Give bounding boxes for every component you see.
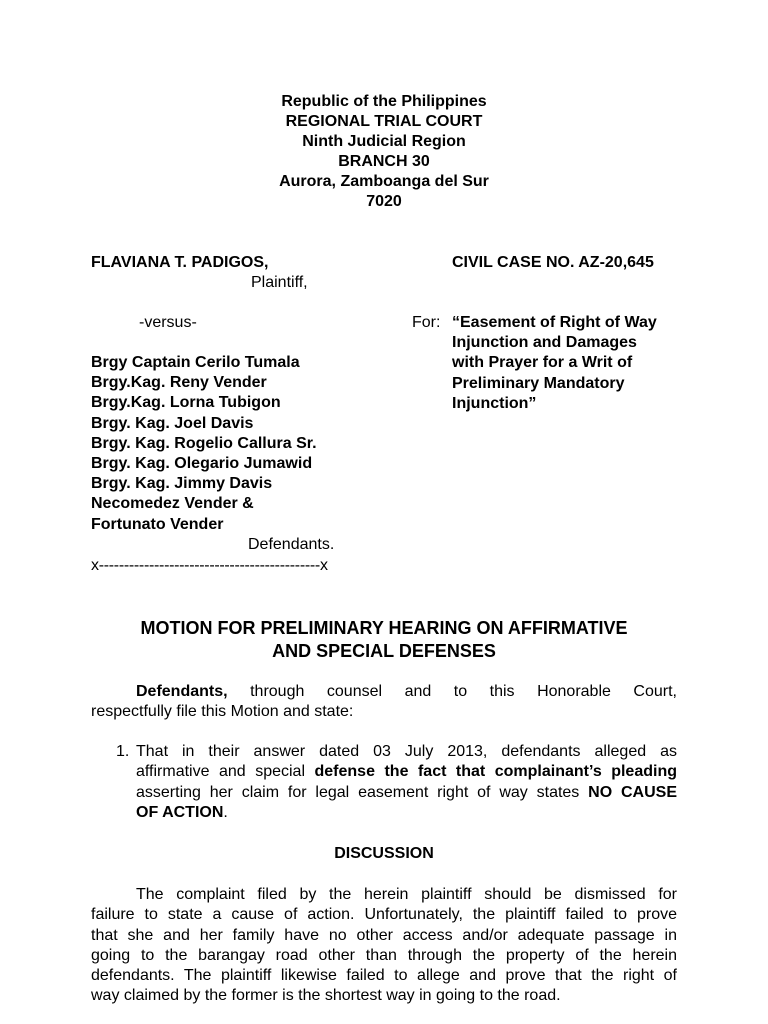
case-nature [452, 313, 657, 414]
defendant-name: Brgy. Kag. Jimmy Davis [91, 475, 273, 493]
header-line-zip: 7020 [366, 193, 402, 210]
item-1-line-3: asserting her claim for legal easement right of way states [136, 783, 589, 801]
item-1-line-3-emphasis: NO CAUSE [588, 783, 678, 801]
plaintiff-role: Plaintiff, [251, 274, 308, 291]
defendant-name: Fortunato Vender [91, 515, 224, 533]
for-label: For: [412, 314, 441, 331]
item-1-line-1: That in their answer dated 03 July 2013, defendants alleged as [136, 743, 677, 760]
defendant-list [91, 353, 317, 535]
court-header [0, 92, 768, 212]
item-1-line-2: affirmative and special [136, 763, 315, 781]
case-nature-line: with Prayer for a Writ of [452, 354, 633, 372]
discussion-line: defendants. The plaintiff likewise failed to allege and prove that the right of [91, 967, 677, 985]
discussion-heading: DISCUSSION [334, 845, 434, 862]
discussion-line: failure to state a cause of action. Unfortunately, the plaintiff failed to prove [91, 906, 677, 924]
item-1-line-2-emphasis: defense the fact that complainant’s pleading [314, 763, 677, 781]
item-1-line-4-emphasis: OF ACTION [136, 803, 224, 821]
discussion-line: going to the barangay road other than through the property of the herein [91, 946, 677, 964]
versus-label: -versus- [139, 314, 197, 331]
defendant-name: Necomedez Vender & [91, 495, 254, 513]
case-number: CIVIL CASE NO. AZ-20,645 [452, 254, 654, 271]
discussion-line: way claimed by the former is the shortest way in going to the road. [91, 987, 561, 1005]
header-line-location: Aurora, Zamboanga del Sur [279, 173, 489, 190]
item-1-paragraph [136, 742, 677, 823]
item-1-line-4-end: . [223, 803, 228, 821]
intro-line-1: through counsel and to this Honorable Court, [227, 683, 677, 700]
plaintiff-name: FLAVIANA T. PADIGOS, [91, 254, 269, 271]
intro-line-2: respectfully file this Motion and state: [91, 703, 354, 721]
discussion-line: The complaint filed by the herein plaintiff should be dismissed for [136, 886, 677, 903]
defendant-name: Brgy.Kag. Lorna Tubigon [91, 394, 281, 412]
case-nature-line: “Easement of Right of Way [452, 314, 657, 331]
defendant-name: Brgy Captain Cerilo Tumala [91, 354, 300, 371]
discussion-paragraph [91, 885, 677, 1007]
case-nature-line: Injunction and Damages [452, 334, 637, 352]
case-nature-line: Preliminary Mandatory [452, 374, 625, 392]
item-number: 1. [116, 743, 130, 760]
motion-title-line-2: AND SPECIAL DEFENSES [272, 641, 496, 661]
header-line-region: Ninth Judicial Region [302, 133, 466, 150]
defendants-role: Defendants. [248, 536, 335, 553]
defendant-name: Brgy. Kag. Rogelio Callura Sr. [91, 434, 317, 452]
header-line-republic: Republic of the Philippines [281, 93, 487, 110]
case-nature-line: Injunction” [452, 394, 537, 412]
caption-separator: x--------------------------------------------x [91, 557, 328, 574]
header-line-court: REGIONAL TRIAL COURT [285, 113, 483, 130]
discussion-line: that she and her family have no other access and/or adequate passage in [91, 926, 677, 944]
header-line-branch: BRANCH 30 [338, 153, 430, 170]
defendant-name: Brgy. Kag. Olegario Jumawid [91, 454, 313, 472]
intro-paragraph [91, 682, 677, 723]
motion-title [0, 617, 768, 663]
defendant-name: Brgy.Kag. Reny Vender [91, 374, 267, 392]
intro-lead: Defendants, [136, 683, 228, 700]
defendant-name: Brgy. Kag. Joel Davis [91, 414, 254, 432]
motion-title-line-1: MOTION FOR PRELIMINARY HEARING ON AFFIRMATIVE [140, 618, 628, 638]
